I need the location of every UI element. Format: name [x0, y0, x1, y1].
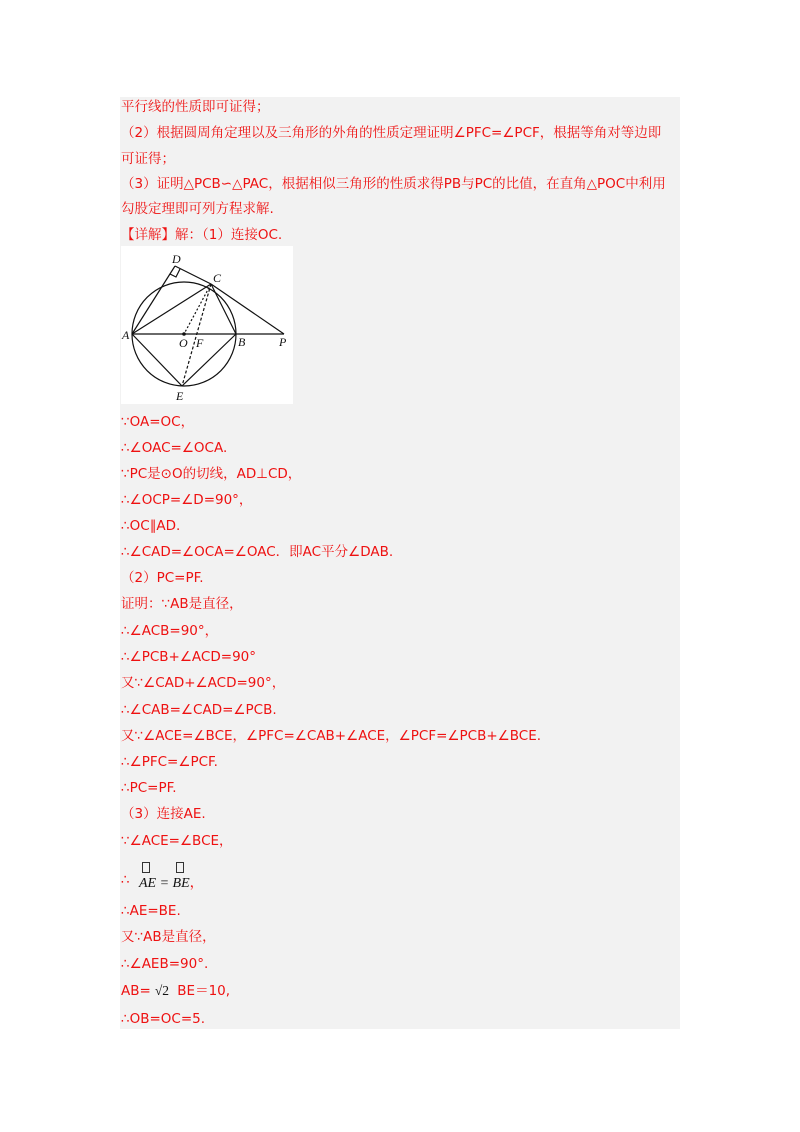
- text-line: ∴AE=BE.: [121, 903, 181, 919]
- label-d: D: [172, 252, 181, 266]
- text-line: （2）PC=PF.: [121, 570, 204, 586]
- text-line: ∵OA=OC，: [121, 414, 195, 430]
- label-a: A: [122, 328, 130, 342]
- arc-math-text: AE = BE，: [139, 876, 204, 891]
- text-line: ∵∠ACE=∠BCE，: [121, 833, 233, 849]
- text-line: 可证得；: [121, 151, 175, 167]
- text-line: ∴∠CAD=∠OCA=∠OAC．即AC平分∠DAB.: [121, 544, 394, 560]
- label-b: B: [238, 335, 246, 349]
- text-line: ∴∠PFC=∠PCF.: [121, 754, 218, 770]
- text-line: 又∵∠CAD+∠ACD=90°，: [121, 675, 286, 691]
- text-line: ∴∠ACB=90°，: [121, 623, 219, 639]
- text-line: AB= √2 BE＝10,: [121, 983, 231, 999]
- label-e: E: [176, 389, 184, 403]
- text-line: ∴OB=OC=5.: [121, 1011, 206, 1027]
- text-line: 又∵AB是直径，: [121, 929, 216, 945]
- label-f: F: [196, 336, 204, 350]
- text-line: ∵PC是⊙O的切线，AD⊥CD，: [121, 466, 302, 482]
- label-c: C: [213, 271, 222, 285]
- text-line: ∴∠CAB=∠CAD=∠PCB.: [121, 702, 277, 718]
- text-line: ∴∠OAC=∠OCA.: [121, 440, 228, 456]
- text-line: ∴∠OCP=∠D=90°，: [121, 492, 253, 508]
- label-p: P: [279, 335, 287, 349]
- text-line: 又∵∠ACE=∠BCE，∠PFC=∠CAB+∠ACE，∠PCF=∠PCB+∠BCE.: [121, 728, 542, 744]
- geometry-figure: [121, 246, 293, 404]
- text-line: （3）连接AE.: [121, 806, 206, 822]
- therefore-symbol: ∴: [121, 872, 130, 888]
- text-line: （3）证明△PCB∽△PAC，根据相似三角形的性质求得PB与PC的比值，在直角△POC中利用: [121, 176, 666, 192]
- text-line: ∴∠PCB+∠ACD=90°: [121, 649, 256, 665]
- text-line: 证明：∵AB是直径，: [121, 596, 243, 612]
- text-line: ∴PC=PF.: [121, 780, 177, 796]
- text-line: ∴OC∥AD.: [121, 518, 181, 534]
- text-line: 勾股定理即可列方程求解.: [121, 201, 274, 217]
- label-o: O: [179, 336, 188, 350]
- text-line: 平行线的性质即可证得；: [121, 99, 270, 115]
- text-line: ∴∠AEB=90°.: [121, 956, 209, 972]
- arc-equation: [121, 862, 321, 892]
- text-line: 【详解】解：（1）连接OC.: [121, 227, 283, 243]
- sqrt-two: √2: [154, 983, 169, 998]
- text-line: （2）根据圆周角定理以及三角形的外角的性质定理证明∠PFC=∠PCF，根据等角对等边即: [121, 125, 662, 141]
